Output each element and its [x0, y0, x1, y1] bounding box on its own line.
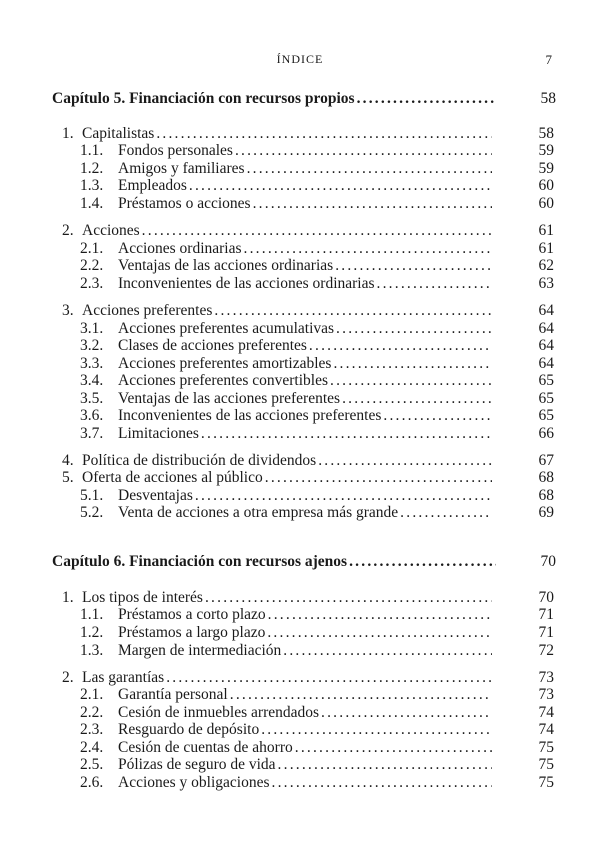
toc-entry-number: 1.1.	[80, 606, 104, 623]
toc-entry-number: 1.3.	[80, 177, 104, 194]
toc-entry-number: 3.7.	[80, 425, 104, 442]
toc-entry-page: 64	[538, 302, 554, 319]
toc-entry-page: 73	[538, 686, 554, 703]
dot-leader	[342, 390, 492, 408]
toc-entry-page: 64	[538, 320, 554, 337]
toc-entry-page: 59	[538, 142, 554, 159]
toc-entry[interactable]	[0, 589, 600, 607]
toc-entry[interactable]	[0, 195, 600, 213]
dot-leader	[357, 90, 496, 108]
toc-entry-number: 2.2.	[80, 257, 104, 274]
running-head-title: ÍNDICE	[276, 52, 324, 66]
toc-entry[interactable]	[0, 142, 600, 160]
toc-entry-page: 64	[538, 355, 554, 372]
dot-leader	[268, 606, 492, 624]
toc-entry-page: 75	[538, 774, 554, 791]
toc-entry-page: 71	[538, 624, 554, 641]
dot-leader	[377, 275, 492, 293]
toc-entry-page: 72	[538, 642, 554, 659]
toc-entry-title: Ventajas de las acciones preferentes	[118, 390, 341, 407]
dot-leader	[349, 553, 496, 571]
toc-entry-page: 67	[538, 452, 554, 469]
toc-entry-number: 3.4.	[80, 372, 104, 389]
toc-entry[interactable]	[0, 721, 600, 739]
toc-entry-page: 65	[538, 390, 554, 407]
toc-entry-number: 3.2.	[80, 337, 104, 354]
toc-entry-title: Capitalistas	[82, 125, 155, 142]
toc-entry-page: 75	[538, 756, 554, 773]
toc-entry-number: 3.5.	[80, 390, 104, 407]
chapter-page: 70	[540, 553, 556, 570]
toc-entry-page: 64	[538, 337, 554, 354]
dot-leader	[330, 372, 492, 390]
toc-entry-title: Los tipos de interés	[82, 589, 203, 606]
toc-entry-number: 5.2.	[80, 504, 104, 521]
toc-entry-page: 73	[538, 669, 554, 686]
toc-entry-title: Cesión de cuentas de ahorro	[118, 739, 293, 756]
toc-entry-number: 1.2.	[80, 160, 104, 177]
toc-entry[interactable]	[0, 355, 600, 373]
dot-leader	[400, 504, 492, 522]
dot-leader	[261, 721, 492, 739]
dot-leader	[247, 160, 492, 178]
toc-entry-page: 66	[538, 425, 554, 442]
toc-entry-title: Cesión de inmuebles arrendados	[118, 704, 320, 721]
toc-entry[interactable]	[0, 774, 600, 792]
toc-entry-title: Acciones preferentes convertibles	[118, 372, 329, 389]
toc-entry[interactable]	[0, 372, 600, 390]
toc-entry[interactable]	[0, 504, 600, 522]
dot-leader	[333, 355, 492, 373]
toc-entry-number: 1.3.	[80, 642, 104, 659]
toc-entry-title: Desventajas	[118, 487, 193, 504]
chapter-page: 58	[540, 90, 556, 107]
toc-entry-page: 68	[538, 469, 554, 486]
toc-entry-page: 71	[538, 606, 554, 623]
chapter-title: Capítulo 6. Financiación con recursos ajenos	[52, 553, 348, 570]
dot-leader	[166, 669, 492, 687]
toc-entry-title: Acciones	[82, 222, 140, 239]
dot-leader	[195, 487, 492, 505]
toc-entry-number: 1.	[62, 125, 74, 142]
toc-entry-number: 3.1.	[80, 320, 104, 337]
toc-entry[interactable]	[0, 756, 600, 774]
dot-leader	[235, 142, 492, 160]
toc-entry-page: 59	[538, 160, 554, 177]
dot-leader	[272, 774, 492, 792]
dot-leader	[336, 320, 492, 338]
toc-entry[interactable]	[0, 390, 600, 408]
dot-leader	[156, 125, 492, 143]
toc-entry-title: Acciones ordinarias	[118, 240, 242, 257]
toc-entry-title: Clases de acciones preferentes	[118, 337, 307, 354]
toc-entry-title: Garantía personal	[118, 686, 228, 703]
toc-entry-title: Resguardo de depósito	[118, 721, 260, 738]
toc-entry[interactable]	[0, 425, 600, 443]
toc-entry-number: 2.6.	[80, 774, 104, 791]
toc-entry[interactable]	[0, 177, 600, 195]
toc-entry-number: 2.2.	[80, 704, 104, 721]
toc-entry-page: 65	[538, 407, 554, 424]
toc-entry[interactable]	[0, 337, 600, 355]
toc-entry[interactable]	[0, 452, 600, 470]
toc-entry[interactable]	[0, 642, 600, 660]
dot-leader	[189, 177, 492, 195]
toc-entry-page: 62	[538, 257, 554, 274]
toc-entry-number: 2.4.	[80, 739, 104, 756]
toc-entry-page: 60	[538, 177, 554, 194]
toc-entry-page: 70	[538, 589, 554, 606]
toc-entry-number: 2.1.	[80, 686, 104, 703]
toc-entry-page: 61	[538, 240, 554, 257]
toc-entry-page: 63	[538, 275, 554, 292]
toc-entry-title: Préstamos a largo plazo	[118, 624, 266, 641]
toc-entry-page: 75	[538, 739, 554, 756]
toc-entry-number: 4.	[62, 452, 74, 469]
toc-entry[interactable]	[0, 739, 600, 757]
toc-entry-number: 3.3.	[80, 355, 104, 372]
toc-entry-title: Inconvenientes de las acciones ordinarias	[118, 275, 375, 292]
toc-entry-title: Préstamos a corto plazo	[118, 606, 266, 623]
toc-entry[interactable]	[0, 606, 600, 624]
dot-leader	[265, 469, 492, 487]
toc-entry-title: Pólizas de seguro de vida	[118, 756, 276, 773]
toc-entry[interactable]	[0, 469, 600, 487]
dot-leader	[278, 756, 492, 774]
dot-leader	[309, 337, 492, 355]
toc-entry-title: Oferta de acciones al público	[82, 469, 263, 486]
toc-entry-number: 3.6.	[80, 407, 104, 424]
toc-entry-title: Venta de acciones a otra empresa más grande	[118, 504, 399, 521]
dot-leader	[230, 686, 492, 704]
toc-entry-number: 2.	[62, 669, 74, 686]
toc-entry-page: 74	[538, 704, 554, 721]
toc-entry-number: 5.	[62, 469, 74, 486]
toc-entry[interactable]	[0, 160, 600, 178]
toc-entry-number: 1.	[62, 589, 74, 606]
toc-entry[interactable]	[0, 669, 600, 687]
chapter-6-heading[interactable]	[52, 553, 554, 573]
toc-entry-title: Acciones preferentes	[82, 302, 213, 319]
toc-entry-number: 2.3.	[80, 721, 104, 738]
toc-entry-page: 68	[538, 487, 554, 504]
toc-entry-number: 3.	[62, 302, 74, 319]
toc-entry-title: Fondos personales	[118, 142, 233, 159]
toc-entry-number: 5.1.	[80, 487, 104, 504]
toc-entry-page: 60	[538, 195, 554, 212]
dot-leader	[142, 222, 492, 240]
toc-entry-title: Amigos y familiares	[118, 160, 245, 177]
toc-entry-number: 2.	[62, 222, 74, 239]
toc-entry-number: 2.3.	[80, 275, 104, 292]
chapter-title: Capítulo 5. Financiación con recursos propios	[52, 90, 355, 107]
toc-entry-title: Ventajas de las acciones ordinarias	[118, 257, 334, 274]
toc-entry-page: 58	[538, 125, 554, 142]
running-head-page-number: 7	[545, 52, 553, 67]
toc-entry[interactable]	[0, 302, 600, 320]
toc-entry-title: Inconvenientes de las acciones preferentes	[118, 407, 382, 424]
dot-leader	[267, 624, 492, 642]
toc-entry[interactable]	[0, 407, 600, 425]
toc-entry[interactable]	[0, 487, 600, 505]
toc-entry-title: Préstamos o acciones	[118, 195, 251, 212]
toc-entry-page: 69	[538, 504, 554, 521]
dot-leader	[244, 240, 492, 258]
dot-leader	[201, 425, 492, 443]
dot-leader	[214, 302, 492, 320]
toc-entry-title: Margen de intermediación	[118, 642, 282, 659]
toc-entry[interactable]	[0, 125, 600, 143]
toc-entry-number: 2.1.	[80, 240, 104, 257]
toc-entry[interactable]	[0, 320, 600, 338]
toc-entry[interactable]	[0, 222, 600, 240]
toc-entry-title: Limitaciones	[118, 425, 199, 442]
toc-entry[interactable]	[0, 257, 600, 275]
toc-entry[interactable]	[0, 275, 600, 293]
toc-entry-number: 2.5.	[80, 756, 104, 773]
toc-entry[interactable]	[0, 624, 600, 642]
chapter-5-heading[interactable]	[52, 90, 554, 110]
toc-entry-title: Empleados	[118, 177, 187, 194]
toc-entry-number: 1.1.	[80, 142, 104, 159]
toc-entry-title: Acciones preferentes amortizables	[118, 355, 332, 372]
toc-entry-number: 1.2.	[80, 624, 104, 641]
toc-entry-page: 65	[538, 372, 554, 389]
toc-entry-number: 1.4.	[80, 195, 104, 212]
dot-leader	[295, 739, 492, 757]
toc-entry-title: Las garantías	[82, 669, 165, 686]
dot-leader	[283, 642, 492, 660]
toc-entry-page: 74	[538, 721, 554, 738]
toc-entry-title: Acciones y obligaciones	[118, 774, 270, 791]
dot-leader	[318, 452, 492, 470]
toc-entry-page: 61	[538, 222, 554, 239]
dot-leader	[205, 589, 492, 607]
toc-entry-title: Acciones preferentes acumulativas	[118, 320, 335, 337]
dot-leader	[253, 195, 492, 213]
dot-leader	[335, 257, 492, 275]
dot-leader	[383, 407, 492, 425]
toc-entry[interactable]	[0, 686, 600, 704]
toc-entry-title: Política de distribución de dividendos	[82, 452, 317, 469]
toc-entry[interactable]	[0, 704, 600, 722]
toc-entry[interactable]	[0, 240, 600, 258]
dot-leader	[321, 704, 492, 722]
